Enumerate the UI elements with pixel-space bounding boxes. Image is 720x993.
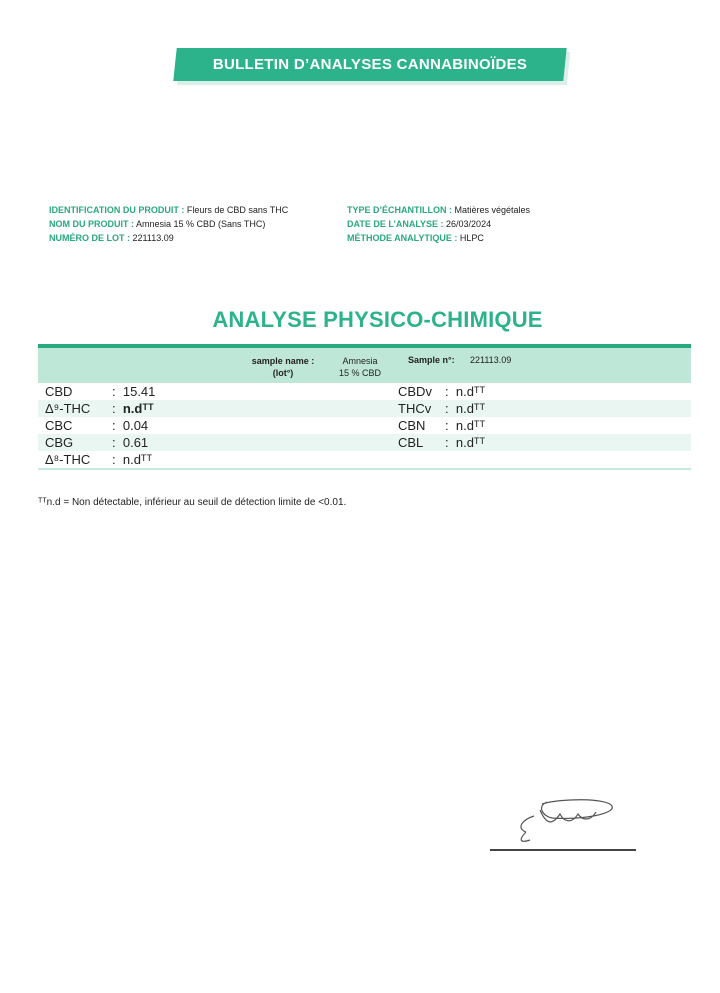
cannabinoid-value xyxy=(112,451,152,468)
value-text: n.dᵀᵀ xyxy=(455,435,486,450)
results-table xyxy=(38,344,691,470)
table-row xyxy=(38,400,691,417)
cannabinoid-name: CBC xyxy=(45,418,73,433)
signature-line xyxy=(490,849,636,851)
cannabinoid-value xyxy=(445,434,485,451)
cannabinoid-value xyxy=(112,417,148,434)
table-header xyxy=(38,348,691,383)
info-row-analysis-date xyxy=(347,217,530,231)
sample-number-value: 221113.09 xyxy=(470,355,512,365)
sample-name-value-line2: 15 % CBD xyxy=(338,368,382,378)
separator: : xyxy=(445,401,449,416)
info-value: 26/03/2024 xyxy=(446,219,492,229)
info-row-product-name xyxy=(49,217,288,231)
cannabinoid-value xyxy=(445,400,485,417)
separator: : xyxy=(112,452,116,467)
separator: : xyxy=(112,401,116,416)
cannabinoid-name: CBN xyxy=(398,418,426,433)
value-text: n.dᵀᵀ xyxy=(455,418,486,433)
info-value: Amnesia 15 % CBD (Sans THC) xyxy=(136,219,266,229)
info-label: IDENTIFICATION DU PRODUIT : xyxy=(49,205,185,215)
cannabinoid-value xyxy=(112,434,148,451)
cannabinoid-name: THCv xyxy=(398,401,432,416)
info-label: DATE DE L’ANALYSE : xyxy=(347,219,444,229)
sample-number-label: Sample n°: xyxy=(408,355,455,365)
info-value: 221113.09 xyxy=(132,233,174,243)
table-row xyxy=(38,434,691,451)
cannabinoid-name: CBD xyxy=(45,384,73,399)
info-label: MÉTHODE ANALYTIQUE : xyxy=(347,233,458,243)
separator: : xyxy=(445,418,449,433)
footnote: ᵀᵀn.d = Non détectable, inférieur au seuil de détection limite de <0.01. xyxy=(38,497,347,508)
info-label: NOM DU PRODUIT : xyxy=(49,219,134,229)
separator: : xyxy=(445,435,449,450)
info-value: Fleurs de CBD sans THC xyxy=(186,205,289,215)
info-row-identification xyxy=(49,203,288,217)
value-text: n.dᵀᵀ xyxy=(455,401,486,416)
info-row-sample-type xyxy=(347,203,530,217)
value-text: n.dᵀᵀ xyxy=(122,452,153,467)
separator: : xyxy=(445,384,449,399)
sample-name-label-line1: sample name : xyxy=(251,356,315,366)
info-value: Matières végétales xyxy=(454,205,531,215)
cannabinoid-name: Δ⁸-THC xyxy=(45,452,91,467)
sample-name-value xyxy=(330,355,390,379)
cannabinoid-value xyxy=(112,400,154,417)
cannabinoid-name: CBDv xyxy=(398,384,432,399)
document-title: BULLETIN D’ANALYSES CANNABINOÏDES xyxy=(212,56,528,73)
cannabinoid-value xyxy=(445,383,485,400)
info-label: NUMÉRO DE LOT : xyxy=(49,233,130,243)
signature-image xyxy=(512,796,622,848)
table-row xyxy=(38,451,691,468)
value-text: 0.61 xyxy=(122,435,149,450)
value-text: 0.04 xyxy=(122,418,149,433)
cannabinoid-value xyxy=(445,417,485,434)
section-title: ANALYSE PHYSICO-CHIMIQUE xyxy=(212,307,543,332)
cannabinoid-name: CBG xyxy=(45,435,74,450)
sample-name-value-line1: Amnesia xyxy=(342,356,378,366)
sample-name-label-line2: (lot°) xyxy=(272,368,294,378)
value-text: n.dᵀᵀ xyxy=(455,384,486,399)
info-value: HLPC xyxy=(459,233,484,243)
product-info-left xyxy=(49,203,288,245)
info-row-lot-number xyxy=(49,231,288,245)
info-row-method xyxy=(347,231,530,245)
separator: : xyxy=(112,418,116,433)
sample-name-label xyxy=(243,355,323,379)
value-text: n.dᵀᵀ xyxy=(122,401,154,416)
table-row xyxy=(38,383,691,400)
info-label: TYPE D’ÉCHANTILLON : xyxy=(347,205,452,215)
separator: : xyxy=(112,435,116,450)
product-info-right xyxy=(347,203,530,245)
table-row xyxy=(38,417,691,434)
cannabinoid-name: CBL xyxy=(398,435,424,450)
value-text: 15.41 xyxy=(122,384,156,399)
cannabinoid-value xyxy=(112,383,155,400)
separator: : xyxy=(112,384,116,399)
cannabinoid-name: Δ⁹-THC xyxy=(45,401,91,416)
